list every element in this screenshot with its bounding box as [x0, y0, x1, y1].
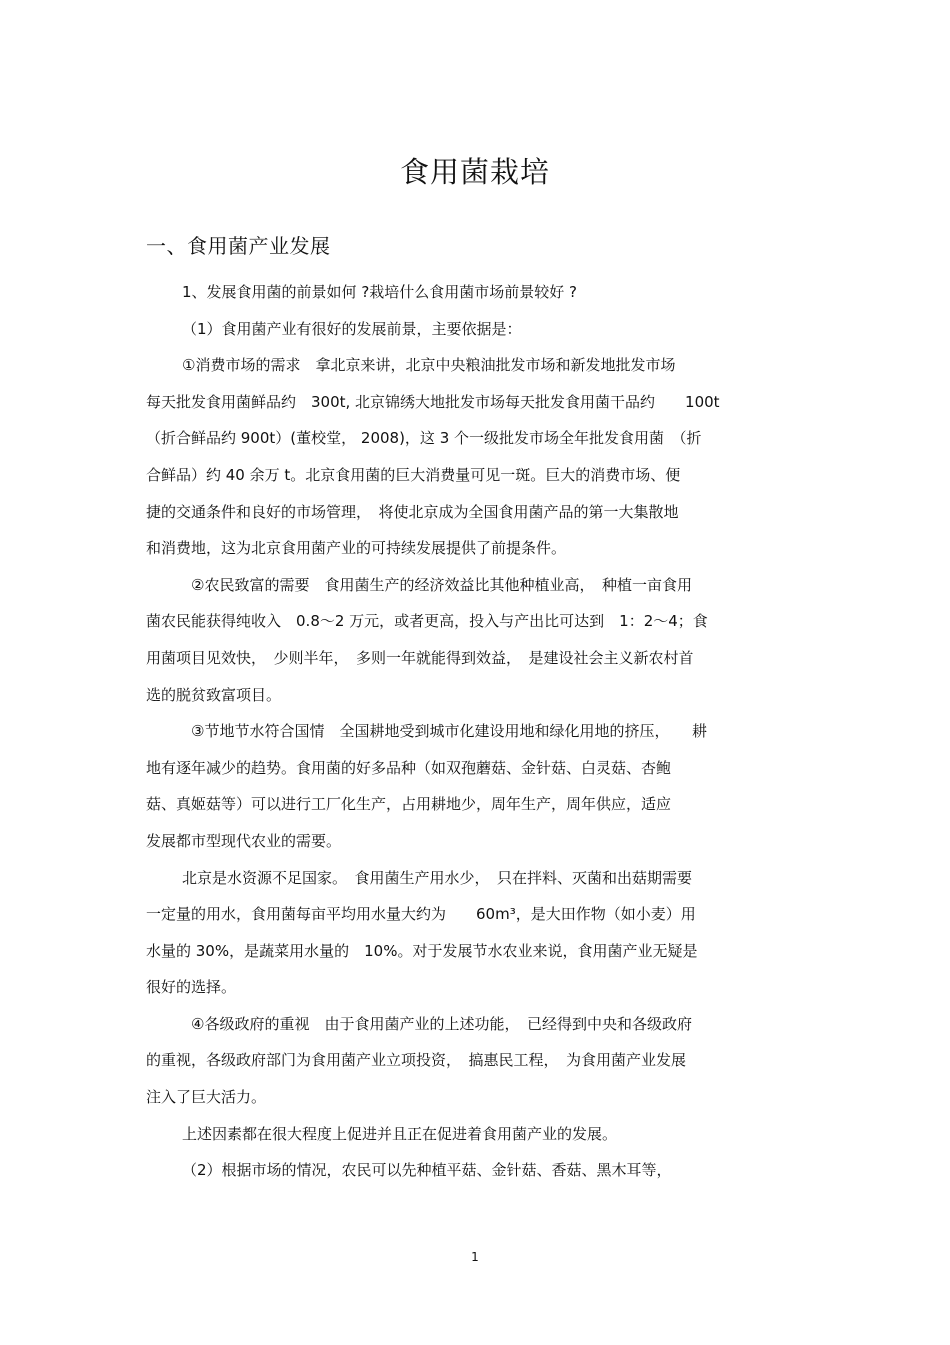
paragraph-line: 注入了巨大活力。 [146, 1088, 267, 1107]
paragraph-line: （折合鲜品约 900t）(董校堂， 2008)，这 3 个一级批发市场全年批发食用菌 （折 [146, 429, 702, 448]
paragraph-line: 每天批发食用菌鲜品约 300t, 北京锦绣大地批发市场每天批发食用菌干品约 100t [146, 392, 720, 411]
document-body [146, 274, 808, 1189]
paragraph-line: 发展都市型现代农业的需要。 [146, 831, 342, 850]
subheading-line: （1）食用菌产业有很好的发展前景，主要依据是： [182, 319, 522, 338]
paragraph-line: 地有逐年减少的趋势。食用菌的好多品种（如双孢蘑菇、金针菇、白灵菇、杏鲍 [146, 758, 672, 777]
paragraph-line: ①消费市场的需求 拿北京来讲，北京中央粮油批发市场和新发地批发市场 [182, 356, 676, 375]
page-number: 1 [471, 1250, 479, 1264]
paragraph-line: 合鲜品）约 40 余万 t。北京食用菌的巨大消费量可见一斑。巨大的消费市场、便 [146, 465, 681, 484]
subheading-line: （2）根据市场的情况，农民可以先种植平菇、金针菇、香菇、黑木耳等， [182, 1161, 672, 1180]
paragraph-line: 菇、真姬菇等）可以进行工厂化生产，占用耕地少，周年生产，周年供应，适应 [146, 795, 672, 814]
paragraph-line: 和消费地，这为北京食用菌产业的可持续发展提供了前提条件。 [146, 539, 567, 558]
paragraph-line: 的重视，各级政府部门为食用菌产业立项投资， 搞惠民工程， 为食用菌产业发展 [146, 1051, 687, 1070]
paragraph-line: 上述因素都在很大程度上促进并且正在促进着食用菌产业的发展。 [182, 1124, 618, 1143]
paragraph-line: 一定量的用水，食用菌每亩平均用水量大约为 60m³，是大田作物（如小麦）用 [146, 905, 696, 924]
paragraph-line: ④各级政府的重视 由于食用菌产业的上述功能， 已经得到中央和各级政府 [191, 1014, 692, 1033]
paragraph-line: ②农民致富的需要 食用菌生产的经济效益比其他种植业高， 种植一亩食用 [191, 575, 692, 594]
paragraph-line: ③节地节水符合国情 全国耕地受到城市化建设用地和绿化用地的挤压， 耕 [191, 722, 707, 741]
question-line: 1、发展食用菌的前景如何 ?栽培什么食用菌市场前景较好 ? [182, 283, 578, 301]
document-title: 食用菌栽培 [399, 155, 550, 189]
paragraph-line: 用菌项目见效快， 少则半年， 多则一年就能得到效益， 是建设社会主义新农村首 [146, 648, 694, 667]
section-heading: 一、食用菌产业发展 [146, 234, 331, 258]
paragraph-line: 菌农民能获得纯收入 0.8～2 万元，或者更高，投入与产出比可达到 1：2～4；食 [146, 612, 708, 631]
paragraph-line: 选的脱贫致富项目。 [146, 685, 282, 704]
paragraph-line: 捷的交通条件和良好的市场管理， 将使北京成为全国食用菌产品的第一大集散地 [146, 502, 679, 521]
paragraph-line: 很好的选择。 [146, 978, 237, 997]
paragraph-line: 北京是水资源不足国家。 食用菌生产用水少， 只在拌料、灭菌和出菇期需要 [182, 868, 693, 887]
paragraph-line: 水量的 30%，是蔬菜用水量的 10%。对于发展节水农业来说，食用菌产业无疑是 [146, 941, 698, 960]
